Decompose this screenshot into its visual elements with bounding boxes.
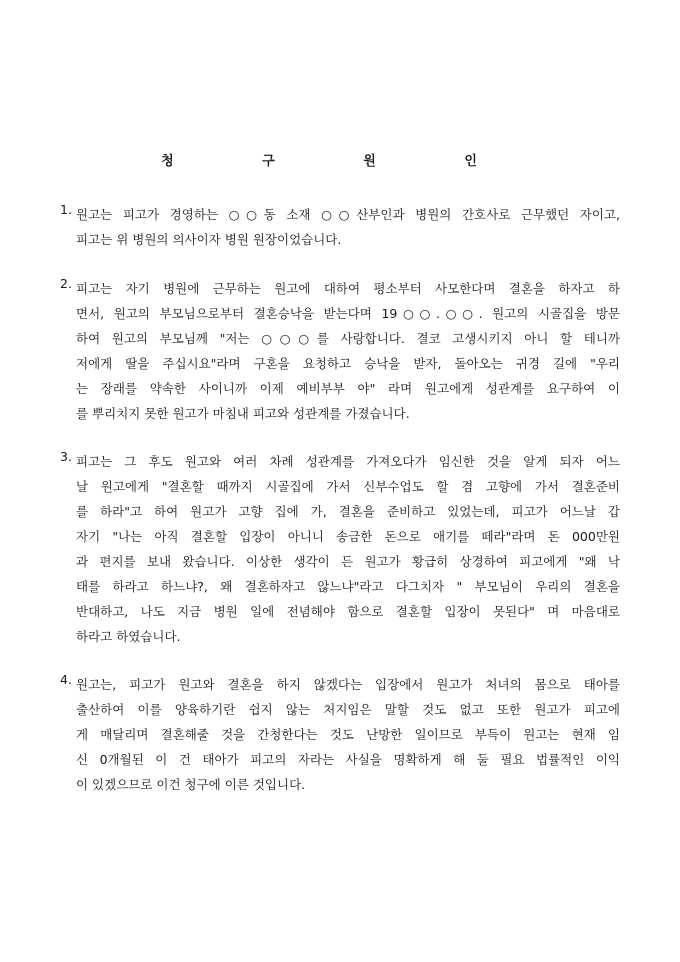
text-line: 신 0개월된 이 건 태아가 피고의 자라는 사실을 명확하게 해 둘 필요 법률적인 이익 xyxy=(76,752,620,767)
paragraph-3 xyxy=(60,449,620,649)
text-line: 이 있겠으므로 이건 청구에 이른 것입니다. xyxy=(76,777,306,792)
text-line: 는 장래를 약속한 사이니까 이제 예비부부 야" 라며 원고에게 성관계를 요구하여 이 xyxy=(76,381,620,396)
text-line: 를 하라"고 하여 원고가 고향 집에 가, 결혼을 준비하고 있었는데, 피고가 어느날 갑 xyxy=(76,504,620,519)
text-line: 피고는 그 후도 원고와 여러 차례 성관계를 가져오다가 임신한 것을 알게 되자 어느 xyxy=(76,454,620,469)
document-title: 청 구 원 인 xyxy=(161,154,519,169)
text-line: 하여 원고의 부모님께 "저는 ○○○를 사랑합니다. 결코 고생시키지 아니 할 테니까 xyxy=(76,331,620,346)
text-line: 피고는 위 병원의 의사이자 병원 원장이었습니다. xyxy=(76,232,342,247)
paragraph-number: 4. xyxy=(60,672,72,687)
text-line: 반대하고, 나도 지금 병원 일에 전념해야 함으로 결혼할 입장이 못된다" 며 마음대로 xyxy=(76,604,620,619)
paragraph-number: 2. xyxy=(60,276,72,291)
paragraph-number: 3. xyxy=(60,449,72,464)
paragraph-body xyxy=(76,276,620,426)
text-line: 원고는, 피고가 원고와 결혼을 하지 않겠다는 입장에서 원고가 처녀의 몸으로 태아를 xyxy=(76,677,620,692)
text-line: 를 뿌리치지 못한 원고가 마침내 피고와 성관계를 가졌습니다. xyxy=(76,406,410,421)
text-line: 하라고 하였습니다. xyxy=(76,629,181,644)
text-line: 과 편지를 보내 왔습니다. 이상한 생각이 든 원고가 황급히 상경하여 피고에게 "왜 낙 xyxy=(76,554,620,569)
text-line: 출산하여 이를 양육하기란 쉽지 않는 처지임은 말할 것도 없고 또한 원고가 피고에 xyxy=(76,702,620,717)
paragraph-body xyxy=(76,202,620,252)
text-line: 날 원고에게 "결혼할 때까지 시골집에 가서 신부수업도 할 겸 고향에 가서 결혼준비 xyxy=(76,479,620,494)
paragraph-body xyxy=(76,672,620,797)
paragraph-body xyxy=(76,449,620,649)
text-line: 저에게 딸을 주십시요"라며 구혼을 요청하고 승낙을 받자, 돌아오는 귀경 길에 "우리 xyxy=(76,356,620,371)
text-line: 면서, 원고의 부모님으로부터 결혼승낙을 받는다며 19○○.○○. 원고의 시골집을 방문 xyxy=(76,306,620,321)
paragraph-1 xyxy=(60,202,620,252)
text-line: 게 매달리며 결혼해줄 것을 간청한다는 것도 난망한 일이므로 부득이 원고는 현재 임 xyxy=(76,727,620,742)
text-line: 원고는 피고가 경영하는 ○○동 소재 ○○산부인과 병원의 간호사로 근무했던 자이고, xyxy=(76,207,620,222)
paragraph-2 xyxy=(60,276,620,426)
paragraph-number: 1. xyxy=(60,202,72,217)
text-line: 피고는 자기 병원에 근무하는 원고에 대하여 평소부터 사모한다며 결혼을 하자고 하 xyxy=(76,281,620,296)
text-line: 태를 하라고 하느냐?, 왜 결혼하자고 않느냐"라고 다그치자 " 부모님이 우리의 결혼을 xyxy=(76,579,620,594)
paragraph-4 xyxy=(60,672,620,797)
text-line: 자기 "나는 아직 결혼할 입장이 아니니 송금한 돈으로 애기를 떼라"라며 돈 000만원 xyxy=(76,529,620,544)
